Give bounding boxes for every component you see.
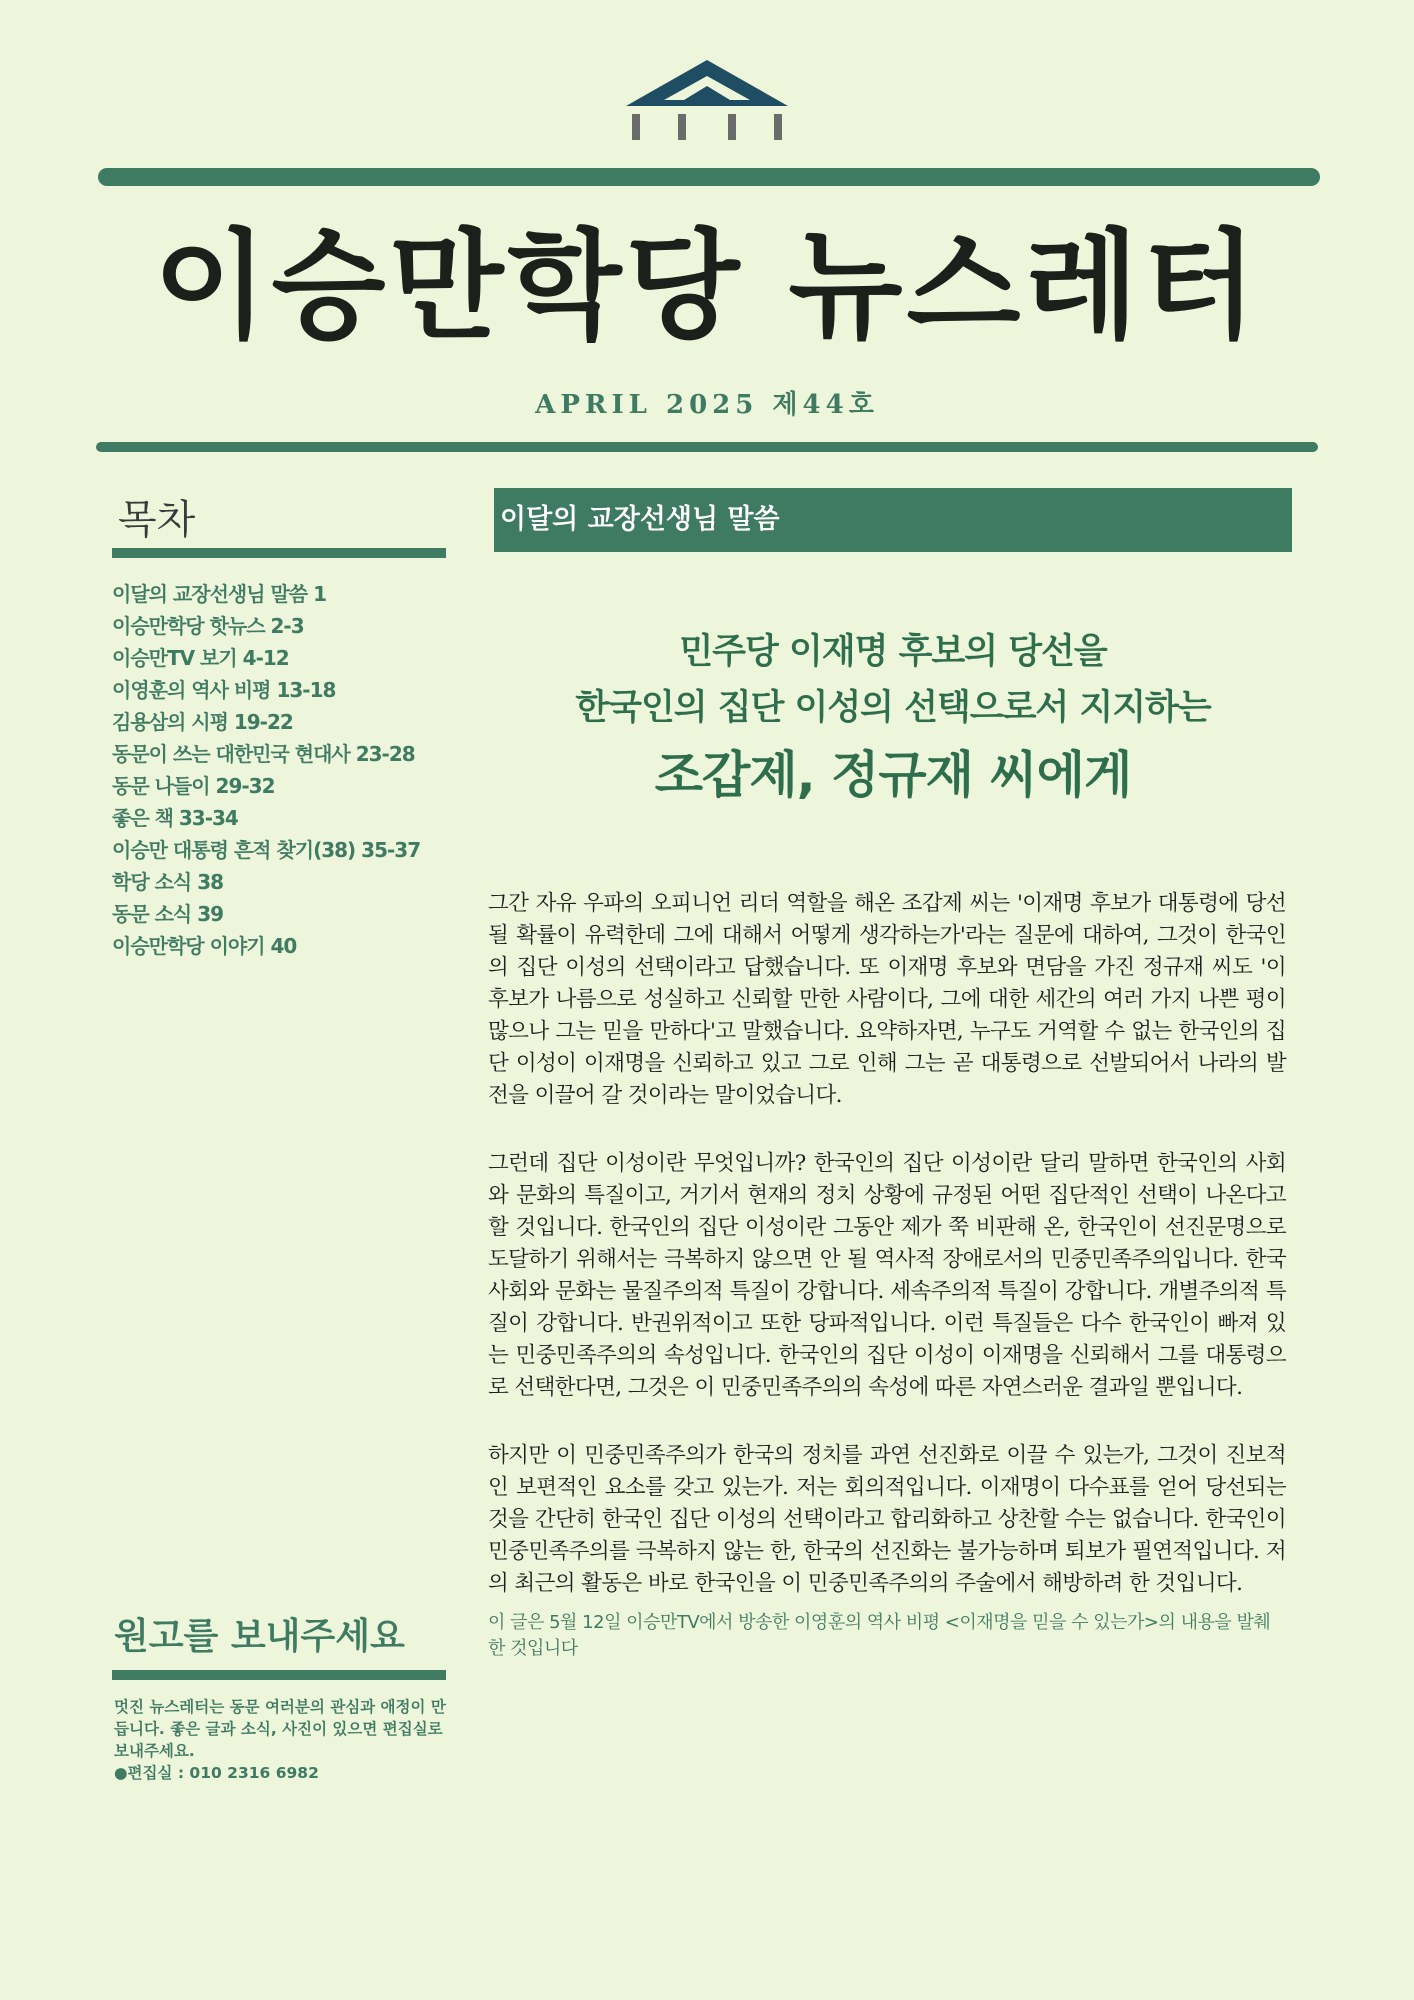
article-source-note: 이 글은 5월 12일 이승만TV에서 방송한 이영훈의 역사 비평 <이재명을 믿을 수 있는가>의 내용을 발췌한 것입니다 [488,1612,1271,1659]
editorial-contact: ●편집실 : 010 2316 6982 [114,1764,319,1782]
submit-rule [112,1670,446,1680]
newsletter-title: 이승만학당 뉴스레터 [153,217,1261,355]
toc-item: 이승만학당 핫뉴스 2-3 [112,614,304,638]
submit-title: 원고를 보내주세요 [114,1616,405,1657]
submit-box [114,1696,450,1784]
submit-text: 멋진 뉴스레터는 동문 여러분의 관심과 애정이 만듭니다. 좋은 글과 소식, 사진이 있으면 편집실로 보내주세요. [114,1698,446,1760]
toc-title: 목차 [118,497,196,543]
toc-item: 이영훈의 역사 비평 13-18 [112,678,336,702]
toc-item: 동문 소식 39 [112,902,224,926]
article-paragraph-2: 그런데 집단 이성이란 무엇입니까? 한국인의 집단 이성이란 달리 말하면 한국인의 사회와 문화의 특질이고, 거기서 현재의 정치 상황에 규정된 어떤 집단적인 선택이 나온다고 할 것입니다. 한국인의 집단 이성이란 그동안 제가 쭉 비판해 온, 한국인이 선진문명으로 도달하기 위해서는 극복하지 않으면 안 될 역사적 장애로서의 민중민족주의입니다. 한국 사회와 문화는 물질주의적 특질이 강합니다. 세속주의적 특질이 강합니다. 개별주의적 특질이 강합니다. 반권위적이고 또한 당파적입니다. 이런 특질들은 다수 한국인이 빠져 있는 민중민족주의의 속성입니다. 한국인의 집단 이성이 이재명을 신뢰해서 그를 대통령으로 선택한다면, 그것은 이 민중민족주의의 속성에 따른 자연스러운 결과일 뿐입니다. [488,1151,1286,1400]
toc-item: 이승만TV 보기 4-12 [112,646,289,670]
toc-item: 동문이 쓰는 대한민국 현대사 23-28 [112,742,415,766]
school-building-icon [624,56,790,144]
article-paragraph-3: 하지만 이 민중민족주의가 한국의 정치를 과연 선진화로 이끌 수 있는가, 그것이 진보적인 보편적인 요소를 갖고 있는가. 저는 회의적입니다. 이재명이 다수표를 얻어 당선되는 것을 간단히 한국인 집단 이성의 선택이라고 합리화하고 상찬할 수는 없습니다. 한국인이 민중민족주의를 극복하지 않는 한, 한국의 선진화는 불가능하며 퇴보가 필연적입니다. 저의 최근의 활동은 바로 한국인을 이 민중민족주의의 주술에서 해방하려 한 것입니다. [488,1443,1286,1596]
toc-item: 김용삼의 시평 19-22 [112,710,293,734]
headline-line-1: 민주당 이재명 후보의 당선을 [679,632,1107,672]
toc-item: 학당 소식 38 [112,870,224,894]
headline-line-2: 한국인의 집단 이성의 선택으로서 지지하는 [575,688,1211,728]
toc-item: 이승만 대통령 흔적 찾기(38) 35-37 [112,838,421,862]
article-body [488,888,1286,1662]
toc-item: 이달의 교장선생님 말씀 1 [112,582,327,606]
article-headline [494,624,1292,814]
toc-list [112,578,452,962]
issue-label: APRIL 2025 제44호 [535,390,879,420]
article-paragraph-1: 그간 자유 우파의 오피니언 리더 역할을 해온 조갑제 씨는 '이재명 후보가 대통령에 당선될 확률이 유력한데 그에 대해서 어떻게 생각하는가'라는 질문에 대하여, 그것이 한국인의 집단 이성의 선택이라고 답했습니다. 또 이재명 후보와 면담을 가진 정규재 씨도 '이 후보가 나름으로 성실하고 신뢰할 만한 사람이다, 그에 대한 세간의 여러 가지 나쁜 평이 많으나 그는 믿을 만하다'고 말했습니다. 요약하자면, 누구도 거역할 수 없는 한국인의 집단 이성이 이재명을 신뢰하고 있고 그로 인해 그는 곧 대통령으로 선발되어서 나라의 발전을 이끌어 갈 것이라는 말이었습니다. [488,891,1286,1108]
masthead-top-rule [98,168,1320,186]
toc-item: 이승만학당 이야기 40 [112,934,297,958]
headline-line-3: 조갑제, 정규재 씨에게 [654,746,1132,804]
toc-item: 동문 나들이 29-32 [112,774,275,798]
toc-rule [112,548,446,558]
masthead-bottom-rule [96,442,1318,452]
section-header: 이달의 교장선생님 말씀 [494,488,1292,552]
toc-item: 좋은 책 33-34 [112,806,238,830]
